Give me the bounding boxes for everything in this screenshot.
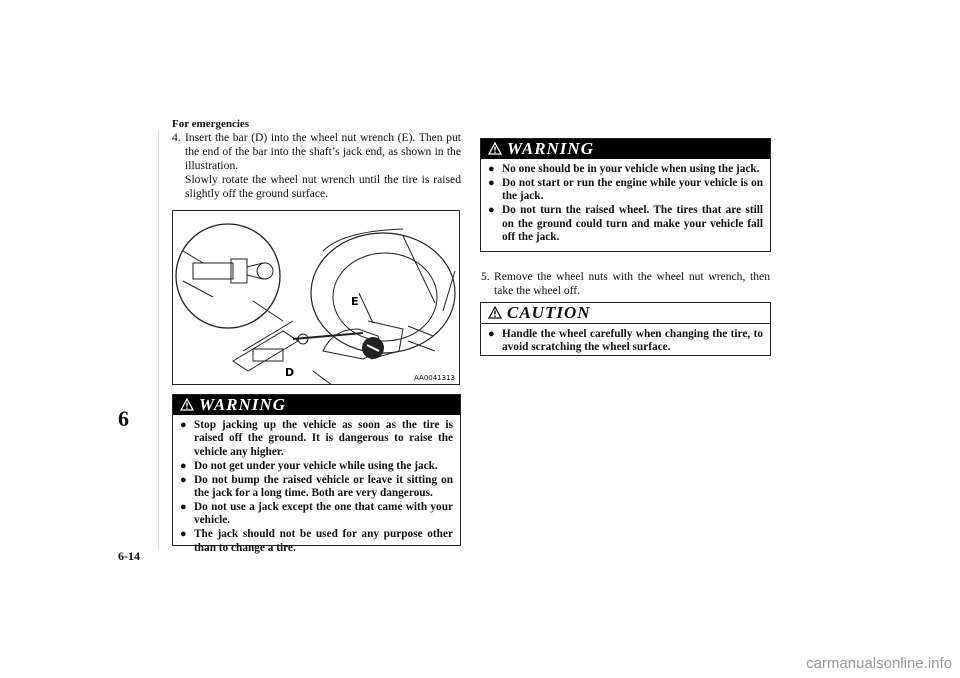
warning-header [481, 139, 770, 159]
bullet-icon: ● [180, 459, 187, 472]
bullet-icon: ● [488, 328, 495, 340]
warning-triangle-icon [180, 398, 194, 411]
list-item: ● No one should be in your vehicle when using the jack. [488, 163, 760, 175]
list-item: ● The jack should not be used for any purpose other than to change a tire. [180, 528, 453, 554]
page-header-title: For emergencies [172, 118, 250, 130]
warning-header [173, 395, 460, 415]
bullet-icon: ● [488, 176, 495, 189]
warning-triangle-icon [488, 142, 502, 155]
bullet-icon: ● [488, 204, 495, 217]
list-item: ● Do not start or run the engine while your vehicle is on the jack. [488, 176, 763, 203]
warning-list-right [481, 159, 770, 249]
warning-list-left [173, 415, 460, 560]
warning-box-right [480, 138, 771, 252]
caution-list [481, 324, 770, 359]
figure-label-d: D [285, 366, 295, 379]
bullet-icon: ● [180, 473, 187, 486]
warning-title: WARNING [199, 395, 286, 414]
step-4-line-1: Insert the bar (D) into the wheel nut wrench (E). Then put the end of the bar into the shaft’s jack end, as shown in the illustration. [185, 131, 461, 172]
chapter-divider [158, 130, 159, 550]
caution-header [481, 303, 770, 324]
step-5-number: 5. [481, 270, 490, 283]
bullet-icon: ● [180, 528, 187, 541]
warning-box-left [172, 394, 461, 554]
figure-code: AA0041313 [414, 374, 455, 382]
list-item: ● Do not bump the raised vehicle or leave it sitting on the jack for a long time. Both are very dangerous. [180, 473, 453, 500]
watermark: carmanualsonline.info [806, 655, 952, 672]
bullet-icon: ● [488, 163, 495, 175]
list-item: ● Stop jacking up the vehicle as soon as the tire is raised off the ground. It is dangerous to raise the vehicle any higher. [180, 419, 453, 458]
step-4 [172, 131, 461, 201]
step-5-text: Remove the wheel nuts with the wheel nut wrench, then take the wheel off. [494, 270, 770, 297]
caution-box [480, 302, 771, 356]
jack-illustration [172, 210, 460, 385]
warning-title: WARNING [507, 139, 594, 158]
step-5 [481, 270, 770, 298]
step-4-number: 4. [172, 131, 181, 144]
list-item: ● Do not turn the raised wheel. The tires that are still on the ground could turn and make your vehicle fall off the jack. [488, 204, 763, 244]
chapter-tab: 6 [118, 406, 129, 431]
step-4-line-2: Slowly rotate the wheel nut wrench until the tire is raised slightly off the ground surface. [185, 173, 461, 200]
list-item: ● Handle the wheel carefully when changing the tire, to avoid scratching the wheel surface. [488, 328, 763, 354]
caution-title: CAUTION [507, 303, 591, 322]
bullet-icon: ● [180, 419, 187, 431]
jack-drawing [173, 211, 460, 385]
list-item: ● Do not get under your vehicle while using the jack. [180, 459, 438, 472]
bullet-icon: ● [180, 500, 187, 513]
figure-label-e: E [351, 295, 359, 308]
caution-triangle-icon [488, 306, 502, 319]
page-number: 6-14 [118, 549, 140, 563]
list-item: ● Do not use a jack except the one that came with your vehicle. [180, 500, 453, 527]
